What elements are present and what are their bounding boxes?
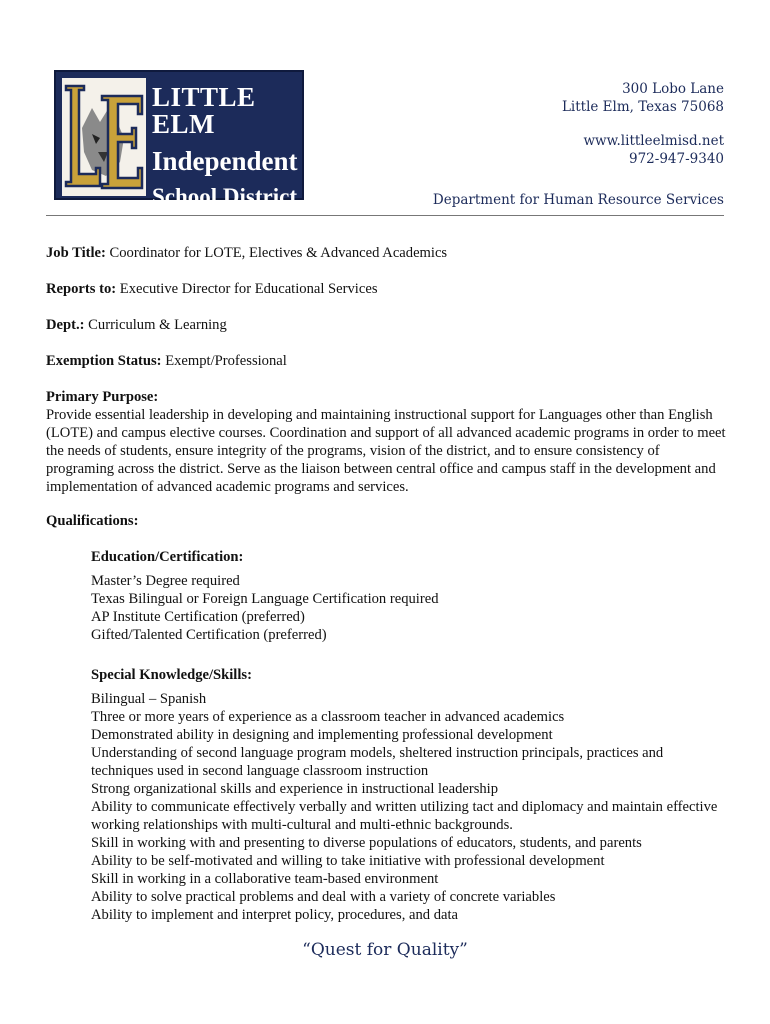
skills-list (91, 690, 726, 924)
education-list (91, 572, 726, 644)
phone-number: 972-947-9340 (628, 151, 724, 167)
list-item: Bilingual – Spanish (91, 691, 207, 707)
job-description (46, 244, 726, 924)
le-monogram-icon (62, 78, 146, 196)
website-link[interactable]: www.littleelmisd.net (583, 133, 724, 149)
qualifications-heading: Qualifications: (46, 513, 139, 529)
list-item: Ability to communicate effectively verbally and written utilizing tact and diplomacy and maintain effective working relationships with multi-cultural and multi-ethnic backgrounds. (91, 799, 718, 833)
dept-field (46, 316, 726, 334)
list-item: Texas Bilingual or Foreign Language Certification required (91, 591, 439, 607)
qualifications-section (91, 548, 726, 924)
logo-line-3: School District (152, 184, 298, 209)
list-item: Skill in working in a collaborative team-based environment (91, 871, 439, 887)
job-title-label: Job Title: (46, 245, 106, 261)
footer-motto: “Quest for Quality” (302, 940, 468, 960)
exemption-label: Exemption Status: (46, 353, 162, 369)
list-item: AP Institute Certification (preferred) (91, 609, 305, 625)
address-block (562, 80, 724, 168)
list-item: Strong organizational skills and experience in instructional leadership (91, 781, 499, 797)
logo-line-2: Independent (152, 146, 298, 176)
skills-heading: Special Knowledge/Skills: (91, 667, 252, 683)
primary-purpose-heading: Primary Purpose: (46, 389, 159, 405)
logo-text (152, 80, 302, 208)
list-item: Ability to implement and interpret policy, procedures, and data (91, 907, 459, 923)
list-item: Understanding of second language program models, sheltered instruction principals, practices and techniques used in second language classroom instruction (91, 745, 664, 779)
reports-to-label: Reports to: (46, 281, 117, 297)
list-item: Demonstrated ability in designing and implementing professional development (91, 727, 553, 743)
list-item: Gifted/Talented Certification (preferred) (91, 627, 327, 643)
list-item: Three or more years of experience as a classroom teacher in advanced academics (91, 709, 565, 725)
primary-purpose-text: Provide essential leadership in developing and maintaining instructional support for Languages other than English (LOTE) and campus elective courses. Coordination and support of all advanced academic programs in order to meet the needs of students, ensure integrity of the programs, vision of the district, and to ensure consistency of programing across the district. Serve as the liaison between central office and campus staff in the development and implementation of advanced academic programs and services. (46, 407, 726, 495)
education-heading: Education/Certification: (91, 549, 244, 565)
logo-line-1: LITTLE ELM (152, 82, 256, 139)
district-logo (54, 70, 304, 209)
job-title-value: Coordinator for LOTE, Electives & Advanced Academics (109, 245, 448, 261)
job-title-field (46, 244, 726, 262)
header-divider (46, 215, 724, 216)
department-heading: Department for Human Resource Services (432, 192, 724, 208)
address-street: 300 Lobo Lane (622, 81, 724, 97)
reports-to-field (46, 280, 726, 298)
address-spacer (562, 116, 724, 132)
exemption-field (46, 352, 726, 370)
list-item: Master’s Degree required (91, 573, 240, 589)
dept-label: Dept.: (46, 317, 85, 333)
list-item: Ability to be self-motivated and willing to take initiative with professional development (91, 853, 605, 869)
reports-to-value: Executive Director for Educational Services (119, 281, 378, 297)
address-city: Little Elm, Texas 75068 (561, 99, 724, 115)
exemption-value: Exempt/Professional (165, 353, 287, 369)
list-item: Ability to solve practical problems and deal with a variety of concrete variables (91, 889, 556, 905)
dept-value: Curriculum & Learning (88, 317, 227, 333)
list-item: Skill in working with and presenting to diverse populations of educators, students, and parents (91, 835, 642, 851)
